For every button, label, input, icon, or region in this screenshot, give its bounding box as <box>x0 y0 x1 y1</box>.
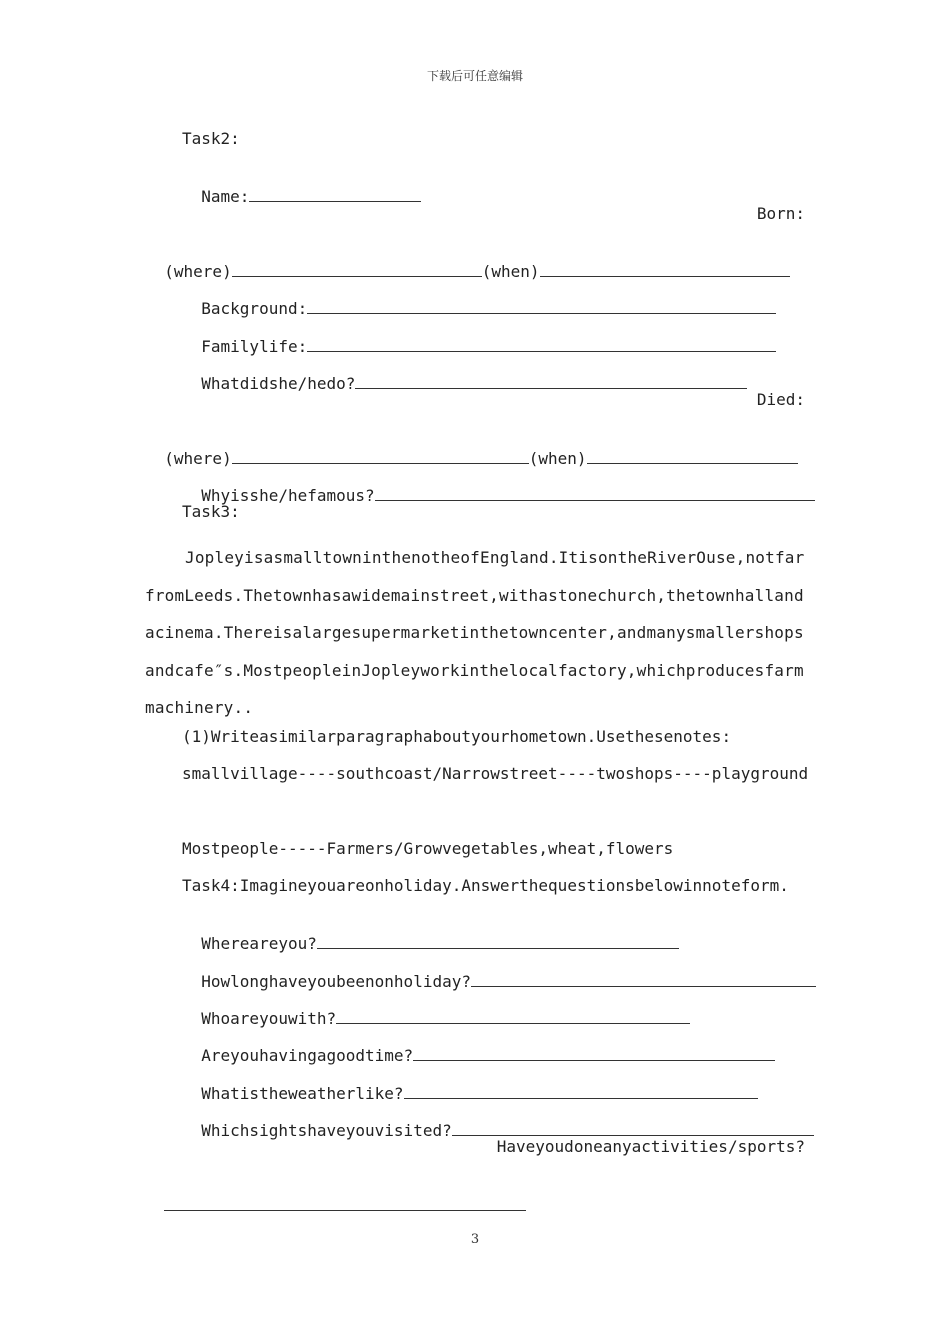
task2-title: Task2: <box>182 129 240 148</box>
q4-row <box>182 1025 775 1066</box>
q6-row <box>182 1100 814 1141</box>
name-row <box>182 166 421 207</box>
page-number: 3 <box>470 1232 480 1247</box>
q5-label: Whatistheweatherlike? <box>201 1084 404 1103</box>
q1-row <box>182 913 679 954</box>
task3-instruction: (1)Writeasimilarparagraphaboutyourhometown.Usethesenotes: <box>182 727 732 746</box>
died-label: Died: <box>756 390 805 409</box>
page-header: 下载后可任意编辑 <box>426 69 523 83</box>
famous-label: Whyisshe/hefamous? <box>201 486 375 505</box>
famous-blank[interactable] <box>375 485 815 501</box>
name-blank[interactable] <box>249 186 421 202</box>
q3-row <box>182 988 690 1029</box>
died-when-blank[interactable] <box>587 448 798 464</box>
name-label: Name: <box>201 187 250 206</box>
born-where-label: (where) <box>164 262 232 281</box>
task4-title: Task4:Imagineyouareonholiday.Answerthequestionsbelowinnoteform. <box>182 876 789 895</box>
born-label: Born: <box>756 204 805 223</box>
q7-blank[interactable] <box>164 1195 526 1211</box>
q3-blank[interactable] <box>336 1008 690 1024</box>
q2-blank[interactable] <box>471 971 816 987</box>
famous-row <box>182 465 815 506</box>
q2-label: Howlonghaveyoubeenonholiday? <box>201 972 471 991</box>
born-row <box>145 241 790 282</box>
task3-title: Task3: <box>182 502 240 521</box>
born-where-blank[interactable] <box>232 261 482 277</box>
q1-label: Whereareyou? <box>201 934 317 953</box>
q4-label: Areyouhavingagoodtime? <box>201 1046 414 1065</box>
q4-blank[interactable] <box>413 1045 775 1061</box>
background-row <box>182 278 776 319</box>
q1-blank[interactable] <box>317 933 679 949</box>
born-when-label: (when) <box>481 262 540 281</box>
q5-row <box>182 1063 758 1104</box>
familylife-label: Familylife: <box>201 337 308 356</box>
whatdid-label: Whatdidshe/hedo? <box>201 374 356 393</box>
background-label: Background: <box>201 299 308 318</box>
q7-row <box>145 1175 526 1216</box>
q6-label: Whichsightshaveyouvisited? <box>201 1121 452 1140</box>
died-row <box>145 428 798 469</box>
familylife-blank[interactable] <box>307 336 776 352</box>
q7-label: Haveyoudoneanyactivities/sports? <box>496 1137 805 1156</box>
died-when-label: (when) <box>528 449 587 468</box>
whatdid-row <box>182 353 747 394</box>
task3-paragraph: JopleyisasmalltowninthenotheofEngland.ItisontheRiverOuse,notfarfromLeeds.Thetownhasawidemainstreet,withastonechurch,thetownhallandacinema.Thereisalargesupermarketinthetowncenter,andmanysmallershopsandcafe″s.MostpeopleinJopleyworkinthelocalfactory,whichproducesfarmmachinery.. <box>145 548 805 717</box>
task3-notes-2: Mostpeople-----Farmers/Growvegetables,wheat,flowers <box>182 839 674 858</box>
q3-label: Whoareyouwith? <box>201 1009 337 1028</box>
born-when-blank[interactable] <box>540 261 790 277</box>
q5-blank[interactable] <box>404 1083 758 1099</box>
q6-blank[interactable] <box>452 1120 814 1136</box>
background-blank[interactable] <box>307 298 776 314</box>
task3-notes-1: smallvillage----southcoast/Narrowstreet----twoshops----playground <box>182 764 809 783</box>
whatdid-blank[interactable] <box>355 373 747 389</box>
q2-row <box>182 951 816 992</box>
died-where-blank[interactable] <box>232 448 529 464</box>
died-where-label: (where) <box>164 449 232 468</box>
familylife-row <box>182 316 776 357</box>
